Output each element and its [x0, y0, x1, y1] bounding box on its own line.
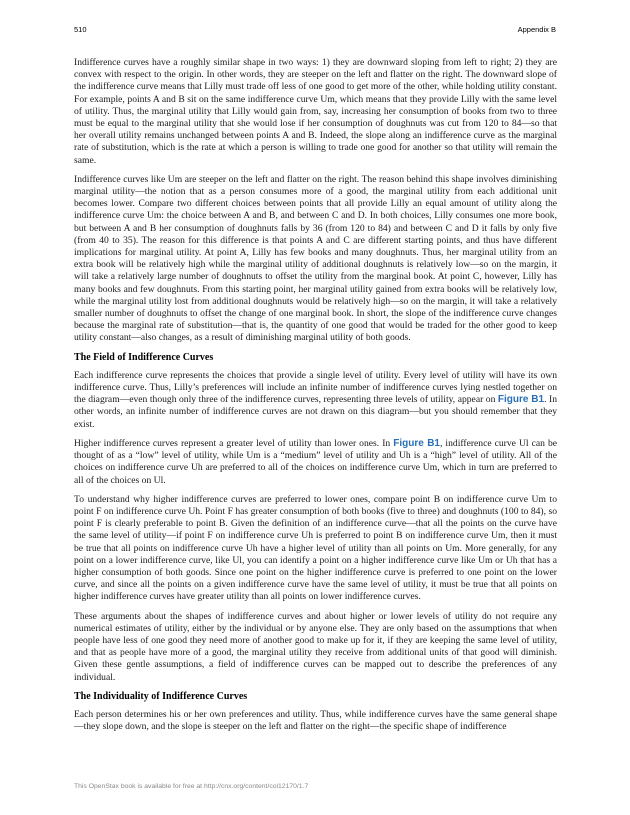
section-heading: The Field of Indifference Curves [74, 351, 214, 363]
paragraph-text: , indifference curve Ul can be thought of as a “low” level of utility, while Um is a “medium” level of utility and Uh is a “high” level of utility. All of the choices on indifference curve Uh are preferred to all of the choices on indifference curve Um, which in turn are preferred to all of the choices on Ul. [74, 437, 558, 486]
paragraph [74, 370, 557, 431]
paragraph: Indifference curves like Um are steeper on the left and flatter on the right. The reason behind this shape involves diminishing marginal utility—the notion that as a person consumes more of a good, the marginal utility from each additional unit becomes lower. Compare two different choices between points that all provide Lilly an equal amount of utility along the indifference curve Um: the choice between A and B, and between C and D. In both choices, Lilly consumes one more book, but between A and B her consumption of doughnuts falls by 36 (from 120 to 84) and between C and D it falls by only five (from 40 to 35). The reason for this difference is that points A and C are different starting points, and thus have different implications for marginal utility. At point A, Lilly has few books and many doughnuts. Thus, her marginal utility from an extra book will be relatively high while the marginal utility of additional doughnuts is relatively low—so on the margin, it will take a relatively large number of doughnuts to offset the utility from the marginal book. At point C, however, Lilly has many books and few doughnuts. From this starting point, her marginal utility gained from extra books will be relatively low, while the marginal utility lost from additional doughnuts would be relatively high—so on the margin, it will take a relatively smaller number of doughnuts to offset the change of one marginal book. In short, the slope of the indifference curve changes because the marginal rate of substitution—that is, the quantity of one good that would be traded for the other good to keep utility constant—also changes, as a result of diminishing marginal utility of both goods. [74, 173, 557, 344]
paragraph: Indifference curves have a roughly similar shape in two ways: 1) they are downward sloping from left to right; 2) they are convex with respect to the origin. In other words, they are steeper on the left and flatter on the right. The downward slope of the indifference curve means that Lilly must trade off less of one good to get more of the other, while holding utility constant. For example, points A and B sit on the same indifference curve Um, which means that they provide Lilly with the same level of utility. Thus, the marginal utility that Lilly would gain from, say, increasing her consumption of books from two to three must be equal to the marginal utility that she would lose if her consumption of doughnuts was cut from 120 to 84—so that her overall utility remains unchanged between points A and B. Indeed, the slope along an indifference curve as the marginal rate of substitution, which is the rate at which a person is willing to trade one good for another so that utility will remain the same. [74, 57, 557, 166]
page-footer: This OpenStax book is available for free at http://cnx.org/content/col12170/1.7 [74, 783, 309, 790]
paragraph: Each person determines his or her own preferences and utility. Thus, while indifference curves have the same general shape—they slope down, and the slope is steeper on the left and flatter on the right—the specific shape of indifference [74, 708, 557, 733]
body-text [74, 57, 557, 740]
paragraph-text: Each indifference curve represents the choices that provide a single level of utility. Every level of utility will have its own indifference curve. Thus, Lilly’s preferences will include an infinite number of indifference curves lying nestled together on the diagram—even though only three of the indifference curves, representing three levels of utility, appear on [74, 369, 557, 406]
paragraph [74, 438, 557, 487]
figure-b1-link[interactable]: Figure B1 [497, 394, 545, 406]
paragraph: These arguments about the shapes of indifference curves and about higher or lower levels of utility do not require any numerical estimates of utility, either by the individual or by anyone else. They are only based on the assumptions that when people have less of one good they need more of another good to make up for it, if they are keeping the same level of utility, and that as people have more of a good, the marginal utility they receive from additional units of that good will diminish. Given these gentle assumptions, a field of indifference curves can be mapped out to describe the preferences of any individual. [74, 610, 557, 683]
paragraph-text: . In other words, an infinite number of indifference curves are not drawn on this diagram—but you should remember that they exist. [74, 394, 557, 430]
figure-b1-link[interactable]: Figure B1 [393, 437, 440, 449]
page-header [74, 25, 556, 34]
paragraph-text: Higher indifference curves represent a greater level of utility than lower ones. In [74, 437, 394, 449]
page-number: 510 [74, 25, 87, 34]
section-title: Appendix B [517, 25, 556, 34]
section-heading: The Individuality of Indifference Curves [74, 690, 248, 702]
paragraph: To understand why higher indifference curves are preferred to lower ones, compare point B on indifference curve Um to point F on indifference curve Uh. Point F has greater consumption of both books (five to three) and doughnuts (100 to 84), so point F is clearly preferable to point B. Given the definition of an indifference curve—that all the points on the curve have the same level of utility—if point F on indifference curve Uh is preferred to point B on indifference curve Um, then it must be true that all points on indifference curve Uh have a higher level of utility than all points on Um. More generally, for any point on a lower indifference curve, like Ul, you can identify a point on a higher indifference curve like Um or Uh that has a higher consumption of both goods. Since one point on the higher indifference curve is preferred to one point on the lower curve, and since all the points on a given indifference curve have the same level of utility, it must be true that all points on higher indifference curves have greater utility than all points on lower indifference curves. [74, 493, 557, 603]
